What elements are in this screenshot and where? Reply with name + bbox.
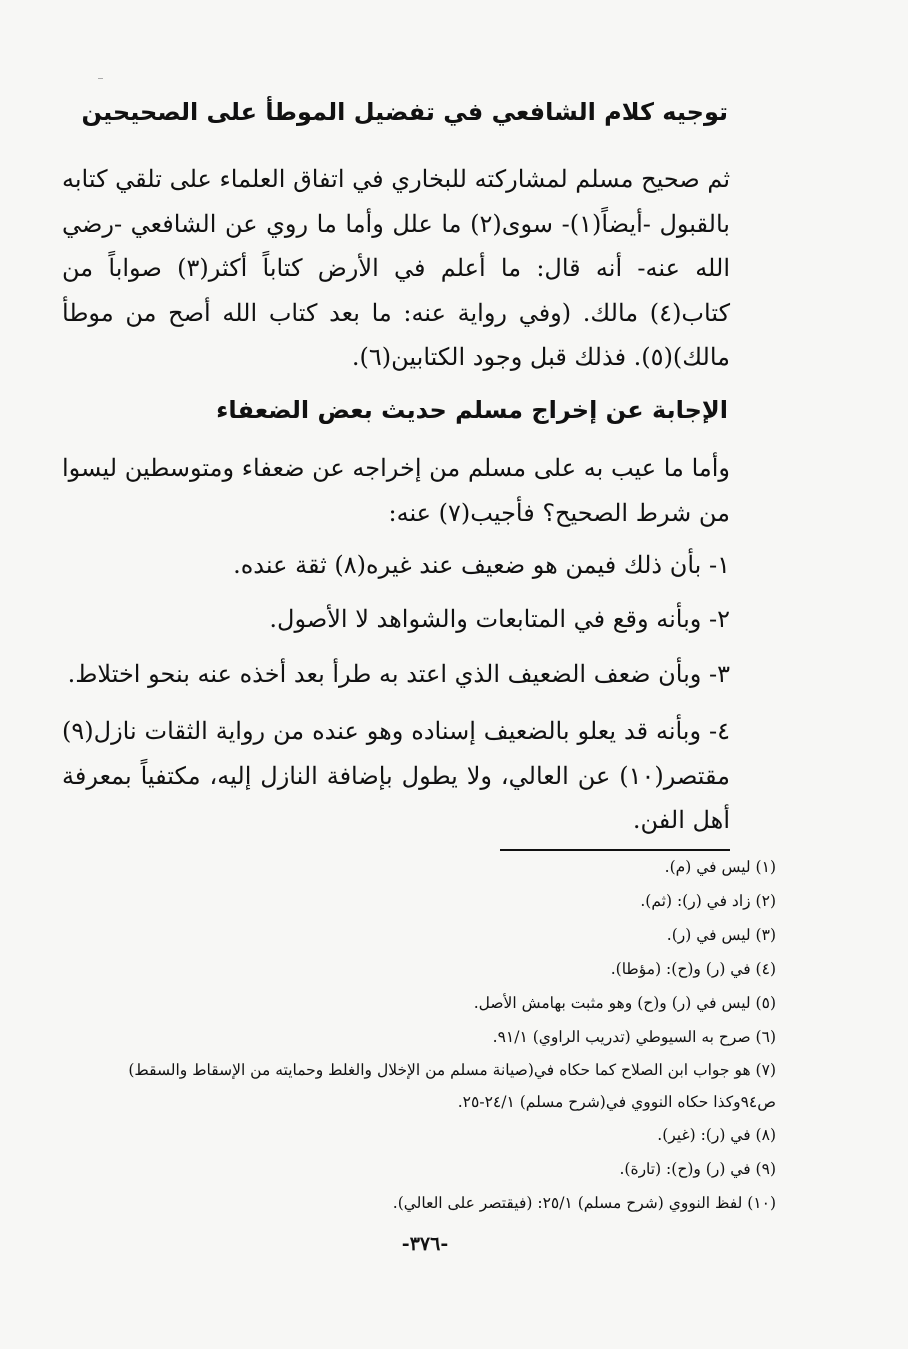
footnote-1: (١) ليس في (م).: [664, 858, 776, 876]
footnote-6: (٦) صرح به السيوطي (تدريب الراوي) ٩١/١.: [492, 1028, 776, 1046]
answer-item-4: ٤- وبأنه قد يعلو بالضعيف إسناده وهو عنده من رواية الثقات نازل(٩) مقتصر(١٠) عن العالي، ولا يطول بإضافة النازل إليه، مكتفياً بمعرفة أهل الفن.: [62, 717, 730, 834]
answer-item-3: ٣- وبأن ضعف الضعيف الذي اعتد به طرأ بعد أخذه عنه بنحو اختلاط.: [67, 660, 730, 688]
scan-speck: [98, 78, 103, 79]
answer-item-1: ١- بأن ذلك فيمن هو ضعيف عند غيره(٨) ثقة عنده.: [233, 551, 730, 579]
footnote-4: (٤) في (ر) و(ح): (مؤطا).: [610, 960, 776, 978]
footnote-10: (١٠) لفظ النووي (شرح مسلم) ٢٥/١: (فيقتصر على العالي).: [392, 1194, 776, 1212]
footnote-8: (٨) في (ر): (غير).: [657, 1126, 776, 1144]
footnote-2: (٢) زاد في (ر): (ثم).: [640, 892, 776, 910]
page-number: -٣٧٦-: [401, 1233, 449, 1255]
footnote-5: (٥) ليس في (ر) و(ح) وهو مثبت بهامش الأصل.: [473, 994, 776, 1012]
footnotes: [62, 850, 776, 1220]
footnote-7: (٧) هو جواب ابن الصلاح كما حكاه في(صيانة مسلم من الإخلال والغلط وحمايته من الإسقاط والسقط) ص٩٤وكذا حكاه النووي في(شرح مسلم) ٢٤/١-٢٥.: [128, 1061, 776, 1111]
footnote-3: (٣) ليس في (ر).: [666, 926, 776, 944]
paragraph-shafii-statement: ثم صحيح مسلم لمشاركته للبخاري في اتفاق العلماء على تلقي كتابه بالقبول -أيضاً(١)- سوى(٢) ما علل وأما ما روي عن الشافعي -رضي الله عنه- أنه قال: ما أعلم في الأرض كتاباً أكثر(٣) صواباً من كتاب(٤) مالك. (وفي رواية عنه: ما بعد كتاب الله أصح من موطأ مالك)(٥). فذلك قبل وجود الكتابين(٦).: [62, 165, 730, 371]
section-heading-weak-narrators: الإجابة عن إخراج مسلم حديث بعض الضعفاء: [216, 396, 728, 424]
section-heading-muwatta: توجيه كلام الشافعي في تفضيل الموطأ على الصحيحين: [81, 98, 728, 126]
footnote-9: (٩) في (ر) و(ح): (تارة).: [619, 1160, 776, 1178]
answer-item-2: ٢- وبأنه وقع في المتابعات والشواهد لا الأصول.: [269, 605, 730, 633]
paragraph-criticism: وأما ما عيب به على مسلم من إخراجه عن ضعفاء ومتوسطين ليسوا من شرط الصحيح؟ فأجيب(٧) عنه:: [62, 454, 730, 527]
